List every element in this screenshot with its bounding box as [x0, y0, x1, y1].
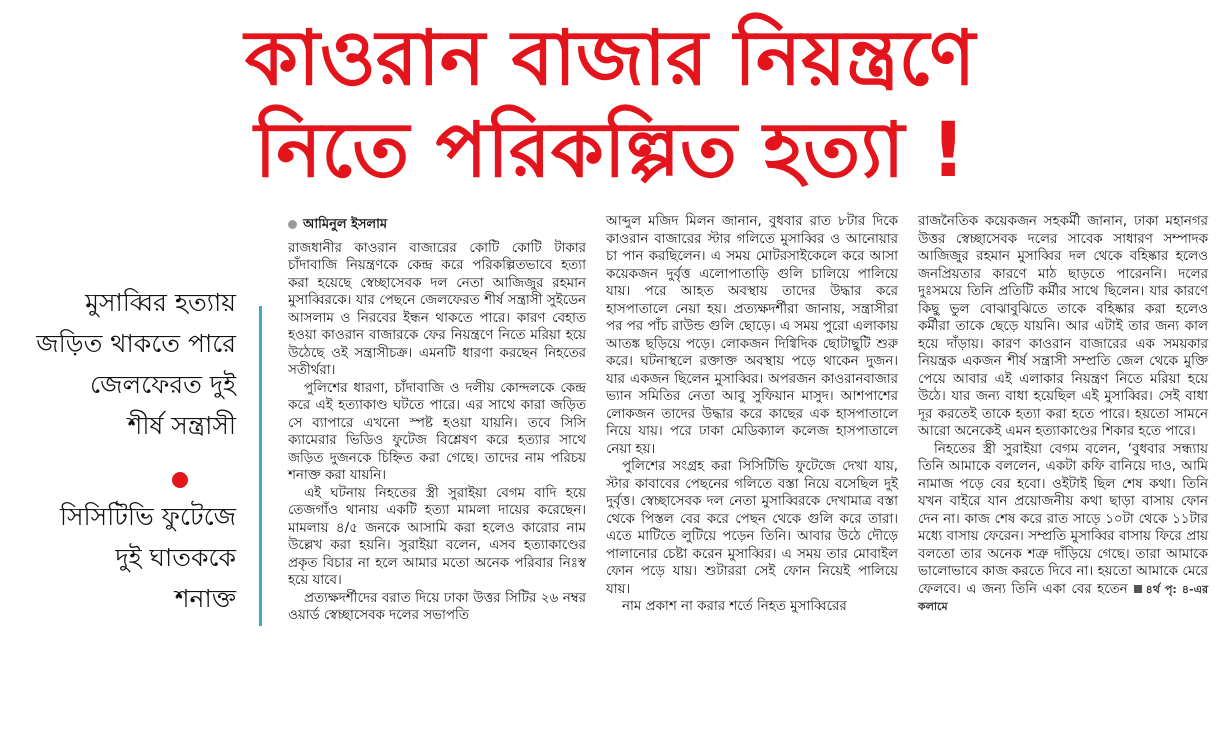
paragraph-text: নিহতের স্ত্রী সুরাইয়া বেগম বলেন, ‘বুধবার সন্ধ্যায় তিনি আমাকে বললেন, একটা কফি বানিয়ে দাও, আমি নামাজ পড়ে বের হবো। ওইটাই ছিল শেষ কথা। তিনি যখন বাইরে যান প্রয়োজনীয় কথা ছাড়া বাসায় ফোন দেন না। কাজ শেষ করে রাত সাড়ে ১০টা থেকে ১১টার মধ্যে বাসায় ফেরেন। সম্প্রতি মুসাব্বির বাসায় ফিরে প্রায় বলতো তার অনেক শত্রু দাঁড়িয়ে গেছে। তারা আমাকে ভালোভাবে কাজ করতে দিবে না। হয়তো আমাকে মেরে ফেলবে। এ জন্য তিনি একা বের হতেন — [918, 441, 1208, 597]
byline — [288, 216, 586, 234]
paragraph: রাজধানীর কাওরান বাজারের কোটি কোটি টাকার চাঁদাবাজি নিয়ন্ত্রণকে কেন্দ্র করে পরিকল্পিতভাবে হত্যা করা হয়েছে স্বেচ্ছাসেবক দল নেতা আজিজুর রহমান মুসাব্বিরকে। যার পেছনে জেলফেরত শীর্ষ সন্ত্রাসী সুইডেন আসলাম ও নিরবের ইন্ধন থাকতে পারে। কারণ বেহাত হওয়া কাওরান বাজারকে ফের নিয়ন্ত্রণে নিতে মরিয়া হয়ে উঠেছে ওই সন্ত্রাসীচক্র। এমনটি ধারণা করছেন নিহতের সতীর্থরা। — [288, 240, 586, 378]
paragraph: এই ঘটনায় নিহতের স্ত্রী সুরাইয়া বেগম বাদি হয়ে তেজগাঁও থানায় একটি হত্যা মামলা দায়ের করেছেন। মামলায় ৪/৫ জনকে আসামি করা হলেও কারোর নাম উল্লেখ করা হয়নি। সুরাইয়া বলেন, এসব হত্যাকাণ্ডের প্রকৃত বিচার না হলে আমার মতো অনেক পরিবার নিঃস্ব হয়ে যাবে। — [288, 485, 586, 588]
paragraph: পুলিশের ধারণা, চাঁদাবাজি ও দলীয় কোন্দলকে কেন্দ্র করে এই হত্যাকাণ্ড ঘটতে পারে। এর সাথে কারা জড়িত সে ব্যাপারে এখনো স্পষ্ট হওয়া যায়নি। তবে সিসি ক্যামেরার ভিডিও ফুটেজ বিশ্লেষণ করে হত্যার সাথে জড়িত দুজনকে চিহ্নিত করা গেছে। তাদের নাম পরিচয় শনাক্ত করা যায়নি। — [288, 380, 586, 483]
pullquote-2-line: শনাক্ত — [174, 584, 236, 613]
paragraph: রাজনৈতিক কয়েকজন সহকর্মী জানান, ঢাকা মহানগর উত্তর স্বেচ্ছাসেবক দলের সাবেক সাধারণ সম্পাদক আজিজুর রহমান মুসাব্বির দল থেকে বহিষ্কার হলেও জনপ্রিয়তার কারণে মাঠ ছাড়তে পারেননি। দলের দুঃসময়ে তিনি প্রতিটি কর্মীর সাথে ছিলেন। যার কারণে কিছু ভুল বোঝাবুঝিতে তাকে বহিষ্কার করা হলেও কর্মীরা তাকে ছেড়ে যায়নি। আর এটাই তার জন্য কাল হয়ে দাঁড়ায়। কারণ কাওরান বাজারের এক সময়কার নিয়ন্ত্রক একজন শীর্ষ সন্ত্রাসী সম্প্রতি জেল থেকে মুক্তি পেয়ে আবার এই এলাকার নিয়ন্ত্রণ নিতে মরিয়া হয়ে উঠে। যার জন্য বাধা হয়েছিল এই মুসাব্বির। সেই বাধা দূর করতেই তাকে হত্যা করা হতে পারে। হয়তো সামনে আরো অনেকেই এমন হত্যাকাণ্ডের শিকার হতে পারে। — [918, 214, 1208, 439]
sidebar-divider — [259, 306, 262, 626]
article-column-3 — [918, 213, 1208, 616]
pullquote-1-line: জেলফেরত দুই — [89, 370, 236, 399]
sidebar-pullquote — [0, 282, 258, 619]
paragraph — [918, 441, 1208, 616]
pullquote-1 — [0, 282, 258, 446]
pullquote-1-line: মুসাব্বির হত্যায় — [85, 288, 236, 317]
pullquote-1-line: শীর্ষ সন্ত্রাসী — [127, 411, 236, 440]
pullquote-2-line: দুই ঘাতককে — [115, 543, 236, 572]
red-bullet-icon — [172, 472, 188, 488]
paragraph: আব্দুল মজিদ মিলন জানান, বুধবার রাত ৮টার দিকে কাওরান বাজারের স্টার গলিতে মুসাব্বির ও আনোয়ার চা পান করছিলেন। এ সময় মোটরসাইকেলে করে আসা কয়েকজন দুর্বৃত্ত এলোপাতাড়ি গুলি চালিয়ে পালিয়ে যায়। পরে আহত অবস্থায় তাদের উদ্ধার করে হাসপাতালে নেয়া হয়। প্রত্যক্ষদর্শীরা জানায়, সন্ত্রাসীরা পর পর পাঁচ রাউন্ড গুলি ছোড়ে। এ সময় পুরো এলাকায় আতঙ্ক ছড়িয়ে পড়ে। লোকজন দিগ্বিদিক ছোটাছুটি শুরু করে। ঘটনাস্থলে রক্তাক্ত অবস্থায় পড়ে থাকেন দুজন। যার একজন ছিলেন মুসাব্বির। অপরজন কাওরানবাজার ভ্যান সমিতির নেতা আবু সুফিয়ান মাসুদ। আশপাশের লোকজন তাদের উদ্ধার করে কাছের এক হাসপাতালে নিয়ে যায়। পরে ঢাকা মেডিক্যাল কলেজ হাসপাতালে নেয়া হয়। — [606, 214, 898, 457]
byline-author: আমিনুল ইসলাম — [303, 217, 388, 232]
headline-line-2: নিতে পরিকল্পিত হত্যা ! — [254, 105, 966, 194]
article-column-2 — [606, 213, 898, 616]
pullquote-1-line: জড়িত থাকতে পারে — [36, 329, 236, 358]
jump-square-icon — [1134, 585, 1142, 593]
byline-dot-icon — [288, 220, 297, 229]
article-column-1 — [288, 216, 586, 625]
paragraph: প্রত্যক্ষদর্শীদের বরাত দিয়ে ঢাকা উত্তর সিটির ২৬ নম্বর ওয়ার্ড স্বেচ্ছাসেবক দলের সভাপতি — [288, 590, 586, 623]
pullquote-2-line: সিসিটিভি ফুটেজে — [59, 502, 236, 531]
paragraph: পুলিশের সংগ্রহ করা সিসিটিভি ফুটেজে দেখা যায়, স্টার কাবাবের পেছনের গলিতে বস্তা নিয়ে বসেছিল দুই দুর্বৃত্ত। স্বেচ্ছাসেবক দল নেতা মুসাব্বিরকে দেখামাত্র বস্তা থেকে পিস্তল বের করে পেছন থেকে গুলি করে তারা। এতে মাটিতে লুটিয়ে পড়েন তিনি। আবার উঠে দৌড়ে পালানোর চেষ্টা করেন মুসাব্বির। এ সময় তার মোবাইল ফোন পড়ে যায়। শুটাররা সেই ফোন নিয়েই পালিয়ে যায়। — [606, 459, 898, 597]
pullquote-spacer — [0, 446, 258, 496]
jump-text: ৪র্থ পৃ: ৪-এর কলামে — [918, 582, 1208, 613]
headline — [150, 12, 1070, 196]
headline-line-1: কাওরান বাজার নিয়ন্ত্রণে — [244, 13, 976, 102]
pullquote-2 — [0, 496, 258, 619]
paragraph: নাম প্রকাশ না করার শর্তে নিহত মুসাব্বিরের — [622, 599, 847, 614]
